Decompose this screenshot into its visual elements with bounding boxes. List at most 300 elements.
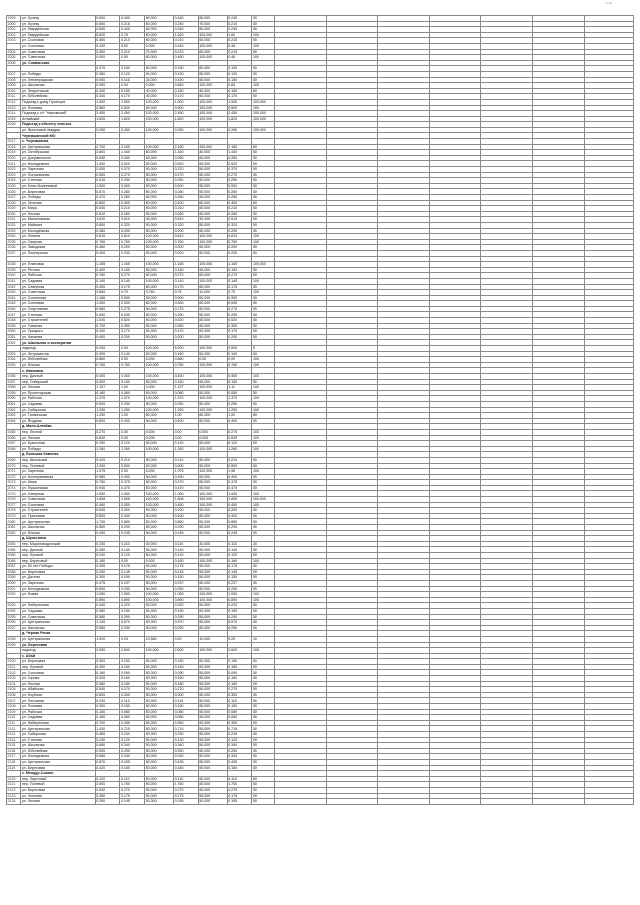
value-cell: 50,000	[198, 525, 227, 531]
value-cell: 0.300	[95, 664, 120, 670]
value-cell: 2.000	[95, 167, 120, 173]
value-cell: 0.475	[95, 580, 120, 586]
value-cell: 0.435	[174, 759, 199, 765]
value-cell: 0.115	[120, 698, 145, 704]
value-cell: 0.00	[120, 43, 145, 49]
value-cell: 50	[252, 334, 275, 340]
road-name-cell: ул. Центральная	[21, 726, 95, 732]
value-cell: 100	[252, 558, 275, 564]
value-cell: 50,000	[145, 687, 174, 693]
value-cell: 0.500	[227, 463, 252, 469]
road-name-cell: ул. Школьная	[21, 83, 95, 89]
value-cell: 0.160	[227, 558, 252, 564]
value-cell: 0.660	[95, 754, 120, 760]
value-cell: 50	[252, 681, 275, 687]
row-number-cell: 2109	[7, 709, 21, 715]
value-cell: 0.115	[227, 698, 252, 704]
value-cell: 50,000	[145, 787, 174, 793]
value-cell: 40,000	[145, 88, 174, 94]
row-number-cell: 2090	[7, 580, 21, 586]
value-cell: 100,000	[145, 491, 174, 497]
value-cell: 0.560	[95, 306, 120, 312]
value-cell: 0.150	[174, 66, 199, 72]
value-cell: 0.120	[174, 553, 199, 559]
value-cell: 0.350	[120, 720, 145, 726]
value-cell: 0.140	[227, 547, 252, 553]
road-name-cell: ул. Северная	[21, 491, 95, 497]
row-number-cell: 2098	[7, 636, 21, 642]
value-cell: 0.000	[145, 558, 174, 564]
row-number-cell: 2044	[7, 295, 21, 301]
value-cell: 100	[252, 469, 275, 475]
value-cell: 50	[252, 687, 275, 693]
value-cell: 50,000	[145, 698, 174, 704]
road-name-cell: подъезд	[21, 346, 95, 352]
road-name-cell: ул. Южная	[21, 530, 95, 536]
value-cell: 50,000	[145, 793, 174, 799]
road-name-cell: ул. Сосновая	[21, 502, 95, 508]
value-cell: 1.608	[227, 497, 252, 503]
value-cell: 0.140	[120, 278, 145, 284]
value-cell: 50,000	[145, 513, 174, 519]
value-cell: 0.530	[95, 206, 120, 212]
value-cell: 0.00	[120, 558, 145, 564]
value-cell: 50	[252, 178, 275, 184]
value-cell: 50	[252, 49, 275, 55]
row-number-cell: 2103	[7, 676, 21, 682]
value-cell: 0.250	[227, 401, 252, 407]
value-cell: 0.260	[120, 211, 145, 217]
row-number-cell: 2108	[7, 704, 21, 710]
row-number-cell: 2045	[7, 301, 21, 307]
value-cell: 30,000	[145, 541, 174, 547]
road-name-cell: ул. Юбилейная	[21, 748, 95, 754]
value-cell: 0.190	[120, 608, 145, 614]
value-cell: 0.270	[227, 429, 252, 435]
value-cell: 0.70	[120, 290, 145, 296]
value-cell: 100,000	[198, 239, 227, 245]
value-cell: 0.120	[174, 441, 199, 447]
value-cell: 1.107	[174, 385, 199, 391]
value-cell: 0.620	[95, 32, 120, 38]
value-cell: 50	[252, 793, 275, 799]
value-cell: 0.250	[227, 312, 252, 318]
value-cell: 100,000	[145, 374, 174, 380]
value-cell: 50	[252, 200, 275, 206]
row-number-cell: 2030	[7, 211, 21, 217]
value-cell: 0.250	[227, 748, 252, 754]
value-cell: 0.540	[95, 155, 120, 161]
road-name-cell: ул. Победы	[21, 71, 95, 77]
value-cell: 0.440	[120, 27, 145, 33]
value-cell: 50	[252, 463, 275, 469]
row-number-cell: 2121	[7, 782, 21, 788]
value-cell: 0.650	[95, 21, 120, 27]
value-cell: 0.550	[95, 312, 120, 318]
value-cell: 0.145	[120, 569, 145, 575]
value-cell: 50	[252, 508, 275, 514]
value-cell: 0.230	[95, 698, 120, 704]
value-cell: 0.160	[227, 676, 252, 682]
value-cell: 0.400	[227, 513, 252, 519]
value-cell: 50,000	[145, 519, 174, 525]
value-cell: 50	[252, 379, 275, 385]
value-cell: 1.107	[95, 385, 120, 391]
value-cell: 100,000	[145, 278, 174, 284]
value-cell: 0.150	[174, 267, 199, 273]
value-cell: 0.420	[95, 457, 120, 463]
value-cell: 0.210	[227, 206, 252, 212]
value-cell: 0.810	[95, 234, 120, 240]
road-name-cell: ул. Молодежная	[21, 586, 95, 592]
value-cell: 50	[252, 670, 275, 676]
value-cell: 50,000	[145, 759, 174, 765]
value-cell: 50	[252, 250, 275, 256]
value-cell: 0.400	[174, 200, 199, 206]
value-cell: 50,000	[198, 692, 227, 698]
value-cell: 0.140	[227, 278, 252, 284]
value-cell: 60,000	[198, 273, 227, 279]
value-cell: 100	[252, 239, 275, 245]
road-name-cell: ул. Заводская	[21, 245, 95, 251]
value-cell: 0.200	[174, 508, 199, 514]
value-cell: 50,000	[198, 250, 227, 256]
row-number-cell: 2027	[7, 195, 21, 201]
value-cell: 100	[252, 32, 275, 38]
row-number-cell: 2056	[7, 374, 21, 380]
value-cell: 0.175	[174, 284, 199, 290]
row-number-cell: 2061	[7, 401, 21, 407]
row-number-cell: 2012	[7, 99, 21, 105]
value-cell: 50,000	[198, 743, 227, 749]
road-name-cell: ул. Центральная	[21, 620, 95, 626]
value-cell: 0.120	[174, 737, 199, 743]
value-cell: 0.290	[120, 614, 145, 620]
row-number-cell: 2115	[7, 743, 21, 749]
value-cell: 0.760	[95, 362, 120, 368]
value-cell: 0.630	[227, 435, 252, 441]
value-cell: 50,000	[145, 463, 174, 469]
value-cell: 0.290	[174, 614, 199, 620]
row-number-cell: 2068	[7, 446, 21, 452]
value-cell: 50	[252, 312, 275, 318]
value-cell: 0.340	[95, 94, 120, 100]
row-number-cell: 2107	[7, 698, 21, 704]
value-cell: 0.360	[95, 71, 120, 77]
value-cell: 0.180	[95, 670, 120, 676]
value-cell: 0.290	[95, 569, 120, 575]
row-number-cell: 2025	[7, 183, 21, 189]
value-cell: 50,000	[145, 206, 174, 212]
road-name-cell: ул. Абайская	[21, 687, 95, 693]
road-name-cell: ул. Гвардейская	[21, 27, 95, 33]
value-cell: 40,000	[198, 88, 227, 94]
value-cell: 30,000	[198, 217, 227, 223]
value-cell: 50	[252, 720, 275, 726]
value-cell: 0.520	[227, 161, 252, 167]
value-cell: 0.237	[120, 580, 145, 586]
value-cell: 1.165	[120, 262, 145, 268]
value-cell: 0.490	[174, 474, 199, 480]
value-cell: 50,000	[145, 480, 174, 486]
value-cell: 0.280	[120, 195, 145, 201]
value-cell: 0.080	[227, 715, 252, 721]
road-name-cell: д. Большая Каменка	[21, 452, 95, 458]
empty-cell	[275, 799, 327, 805]
value-cell: 0.195	[227, 799, 252, 805]
value-cell: 0.160	[95, 390, 120, 396]
value-cell: 0.400	[227, 418, 252, 424]
road-name-cell: ул. Сосновая	[21, 301, 95, 307]
value-cell: 0.340	[174, 743, 199, 749]
value-cell: 0.84	[227, 83, 252, 89]
road-name-cell: ул. Северная	[21, 284, 95, 290]
value-cell: 0.160	[120, 765, 145, 771]
value-cell: 50,000	[198, 189, 227, 195]
value-cell: 50	[252, 245, 275, 251]
value-cell: 1.00	[174, 413, 199, 419]
value-cell: 0.370	[174, 167, 199, 173]
value-cell: 50	[252, 390, 275, 396]
table-row	[7, 799, 634, 805]
value-cell: 50,000	[145, 211, 174, 217]
value-cell: 1.370	[227, 396, 252, 402]
value-cell: 1.260	[120, 446, 145, 452]
value-cell: 0.370	[95, 66, 120, 72]
value-cell: 50,000	[198, 206, 227, 212]
value-cell: 50,000	[198, 799, 227, 805]
value-cell: 0.145	[227, 569, 252, 575]
value-cell: 60,000	[145, 32, 174, 38]
value-cell: 50,000	[198, 776, 227, 782]
value-cell: 100,000	[145, 99, 174, 105]
road-name-cell: с. Ивановка	[21, 368, 95, 374]
value-cell: 0.540	[95, 787, 120, 793]
value-cell: 0.375	[174, 480, 199, 486]
value-cell: 0.290	[227, 625, 252, 631]
road-name-cell: д. Мало-Алтайка	[21, 424, 95, 430]
value-cell: 1.700	[95, 519, 120, 525]
value-cell: 0.390	[95, 351, 120, 357]
value-cell: 0.840	[174, 83, 199, 89]
value-cell: 0.150	[174, 659, 199, 665]
value-cell: 0.280	[227, 189, 252, 195]
row-number-cell: 2086	[7, 558, 21, 564]
value-cell: 50,000	[198, 77, 227, 83]
value-cell: 50	[252, 167, 275, 173]
value-cell: 100,000	[198, 648, 227, 654]
value-cell: 100,000	[252, 111, 275, 117]
value-cell: 50	[252, 71, 275, 77]
value-cell: 0.400	[120, 418, 145, 424]
value-cell: 0.340	[227, 743, 252, 749]
value-cell: 50,000	[198, 575, 227, 581]
value-cell: 50,000	[198, 519, 227, 525]
value-cell: 1.140	[95, 620, 120, 626]
road-name-cell: ул. Береговая	[21, 659, 95, 665]
value-cell: 0.530	[227, 301, 252, 307]
value-cell: 90	[252, 295, 275, 301]
value-cell: 1.040	[95, 318, 120, 324]
road-name-cell: ул. Спортивная	[21, 306, 95, 312]
value-cell: 50,000	[145, 625, 174, 631]
road-name-cell: ул. Лучезу	[21, 16, 95, 22]
value-cell: 50	[252, 480, 275, 486]
road-name-cell: пер. Школьный	[21, 457, 95, 463]
value-cell: 0.940	[95, 485, 120, 491]
value-cell: 0.470	[227, 485, 252, 491]
value-cell: 0.350	[227, 323, 252, 329]
value-cell: 0.150	[120, 664, 145, 670]
value-cell: 0.160	[227, 765, 252, 771]
value-cell: 50,000	[145, 457, 174, 463]
value-cell: 100,000	[145, 262, 174, 268]
value-cell: 50,000	[145, 765, 174, 771]
value-cell: 0.000	[198, 429, 227, 435]
value-cell: 50,000	[198, 167, 227, 173]
value-cell: 50,000	[145, 379, 174, 385]
value-cell: 50,000	[198, 793, 227, 799]
value-cell: 0.260	[95, 127, 120, 133]
road-name-cell: д. Шульгинка	[21, 536, 95, 542]
value-cell: 1.186	[95, 295, 120, 301]
road-name-cell: пер. Луговой	[21, 664, 95, 670]
value-cell: 100,000	[198, 491, 227, 497]
road-name-cell: ул. Мира	[21, 206, 95, 212]
value-cell: 1.050	[227, 491, 252, 497]
value-cell: 0.580	[95, 614, 120, 620]
value-cell: 60,000	[145, 301, 174, 307]
value-cell: 0.760	[120, 362, 145, 368]
road-name-cell: д. Черная Речка	[21, 631, 95, 637]
road-name-cell: ул. Береговая	[21, 189, 95, 195]
value-cell: 50,000	[145, 664, 174, 670]
value-cell: 0.00	[120, 346, 145, 352]
value-cell: 50	[252, 284, 275, 290]
value-cell: 1.820	[174, 116, 199, 122]
value-cell: 100,000	[145, 648, 174, 654]
value-cell: 0.460	[174, 55, 199, 61]
value-cell: 0.210	[174, 457, 199, 463]
value-cell: 50	[252, 318, 275, 324]
value-cell: 50	[252, 692, 275, 698]
value-cell: 1.60	[227, 32, 252, 38]
value-cell: 0.850	[120, 519, 145, 525]
value-cell: 50,000	[198, 670, 227, 676]
value-cell: 1.920	[95, 636, 120, 642]
value-cell: 50	[252, 748, 275, 754]
value-cell: 0.00	[120, 55, 145, 61]
value-cell: 0.600	[95, 692, 120, 698]
value-cell: 50,000	[145, 681, 174, 687]
value-cell: 30	[252, 541, 275, 547]
value-cell: 100,000	[198, 111, 227, 117]
value-cell: 50,000	[145, 603, 174, 609]
row-number-cell: 2042	[7, 284, 21, 290]
value-cell: 0.300	[174, 692, 199, 698]
value-cell: 50,000	[198, 569, 227, 575]
value-cell: 0.300	[120, 692, 145, 698]
value-cell: 0.080	[120, 715, 145, 721]
value-cell: 0.000	[227, 346, 252, 352]
value-cell: 0.270	[227, 787, 252, 793]
road-name-cell: ул. Чапаева	[21, 334, 95, 340]
value-cell: 50,000	[145, 250, 174, 256]
row-number-cell: 2124	[7, 799, 21, 805]
road-name-cell: ул. Энтузиастов	[21, 351, 95, 357]
value-cell: 50,000	[198, 267, 227, 273]
road-name-cell: Подъезд к с/т "Нарымский"	[21, 111, 95, 117]
road-name-cell: подъезд	[21, 648, 95, 654]
value-cell: 60,000	[145, 66, 174, 72]
value-cell: 0.245	[227, 530, 252, 536]
value-cell: 100,000	[145, 502, 174, 508]
value-cell: 0.270	[120, 273, 145, 279]
row-number-cell: 2082	[7, 530, 21, 536]
value-cell: 50,000	[145, 71, 174, 77]
value-cell: 0.330	[95, 541, 120, 547]
value-cell: 50,000	[198, 625, 227, 631]
empty-cell	[584, 799, 634, 805]
value-cell: 100,000	[198, 374, 227, 380]
value-cell: 50,000	[145, 245, 174, 251]
value-cell: 0.460	[95, 245, 120, 251]
value-cell: 0.410	[95, 178, 120, 184]
value-cell: 0.570	[174, 620, 199, 626]
value-cell: 1.250	[227, 407, 252, 413]
value-cell: 0.250	[227, 586, 252, 592]
value-cell: 0.250	[120, 178, 145, 184]
value-cell: 50,000	[145, 670, 174, 676]
value-cell: 100	[252, 429, 275, 435]
road-name-cell: ул. Новая	[21, 592, 95, 598]
value-cell: 0.340	[95, 88, 120, 94]
row-number-cell: 2020	[7, 155, 21, 161]
value-cell: 0.170	[120, 329, 145, 335]
value-cell: 0.890	[95, 597, 120, 603]
road-name-cell: ул. Октябрьская	[21, 150, 95, 156]
value-cell: 0.270	[95, 429, 120, 435]
value-cell: 50,000	[145, 569, 174, 575]
road-name-cell: ул. Песчаная	[21, 698, 95, 704]
value-cell: 0.237	[227, 580, 252, 586]
value-cell: 0.650	[95, 222, 120, 228]
value-cell: 50,000	[198, 704, 227, 710]
road-name-cell: ул. Таежная	[21, 323, 95, 329]
value-cell: 0.350	[95, 793, 120, 799]
road-name-cell: ул. Школьная и кооператив	[21, 340, 95, 346]
value-cell: 50,000	[145, 329, 174, 335]
value-cell: 0.200	[227, 250, 252, 256]
value-cell: 1.440	[227, 150, 252, 156]
value-cell: 0.275	[174, 306, 199, 312]
value-cell: 50,000	[145, 720, 174, 726]
row-number-cell: 2036	[7, 245, 21, 251]
value-cell: 60,000	[198, 27, 227, 33]
value-cell: 100,000	[198, 116, 227, 122]
road-name-cell: ул. Молодежная	[21, 161, 95, 167]
value-cell: 0.170	[174, 94, 199, 100]
value-cell: 0.290	[120, 625, 145, 631]
value-cell: 100,000	[198, 597, 227, 603]
value-cell: 0.110	[227, 541, 252, 547]
value-cell: 50	[252, 351, 275, 357]
row-number-cell: 2123	[7, 793, 21, 799]
road-name-cell: ул. Лесная	[21, 681, 95, 687]
value-cell: 0.240	[227, 27, 252, 33]
value-cell: 50,000	[198, 183, 227, 189]
value-cell: 0.270	[174, 687, 199, 693]
